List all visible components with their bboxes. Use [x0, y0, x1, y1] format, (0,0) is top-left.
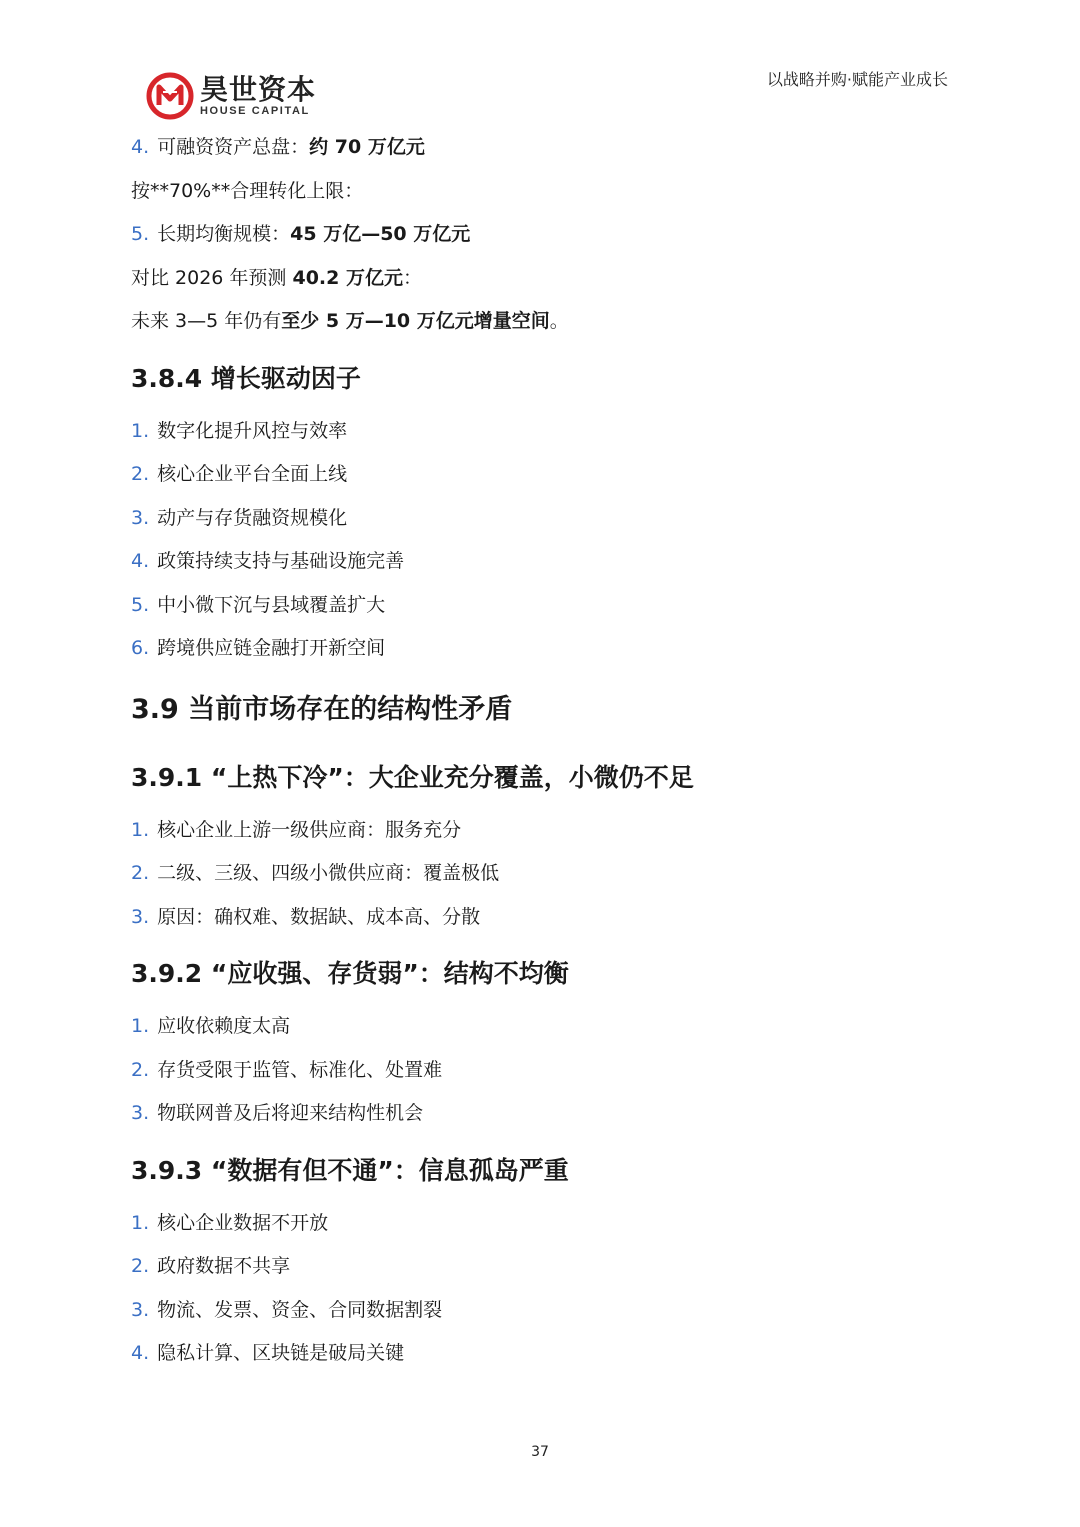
paragraph — [131, 257, 951, 301]
paragraph — [131, 300, 951, 344]
list-number: 3. — [131, 1298, 150, 1321]
paragraph-text-bold: 至少 5 万—10 万亿元增量空间 — [281, 310, 550, 333]
list-text: 存货受限于监管、标准化、处置难 — [157, 1058, 443, 1081]
list-number: 3. — [131, 1102, 150, 1125]
list-number: 4. — [131, 1342, 150, 1365]
list-text: 跨境供应链金融打开新空间 — [157, 637, 386, 660]
list-item — [131, 540, 951, 584]
paragraph-text: 按**70%**合理转化上限： — [131, 179, 364, 202]
list-text: 中小微下沉与县域覆盖扩大 — [157, 593, 386, 616]
section-heading-3-8-4: 3.8.4 增长驱动因子 — [131, 363, 361, 393]
section-heading-3-9-3: 3.9.3 “数据有但不通”：信息孤岛严重 — [131, 1155, 569, 1185]
list-text: 二级、三级、四级小微供应商：覆盖极低 — [157, 862, 500, 885]
list-number: 5. — [131, 223, 150, 246]
list-text: 数字化提升风控与效率 — [157, 419, 348, 442]
list-text: 应收依赖度太高 — [157, 1015, 291, 1038]
list-text: 长期均衡规模： — [157, 223, 291, 246]
list-text: 政策持续支持与基础设施完善 — [157, 550, 405, 573]
paragraph-text: 未来 3—5 年仍有 — [131, 310, 282, 333]
list-item — [131, 410, 951, 454]
company-logo — [146, 72, 316, 120]
list-text: 可融资资产总盘： — [157, 136, 310, 159]
header-slogan: 以战略并购·赋能产业成长 — [766, 70, 948, 89]
list-item — [131, 896, 951, 940]
list-item — [131, 852, 951, 896]
section-heading-3-9: 3.9 当前市场存在的结构性矛盾 — [131, 694, 513, 725]
list-number: 2. — [131, 862, 150, 885]
list-item — [131, 1202, 951, 1246]
paragraph-text-bold: 40.2 万亿元 — [292, 266, 403, 289]
list-number: 4. — [131, 136, 150, 159]
list-number: 5. — [131, 593, 150, 616]
list-item — [131, 1289, 951, 1333]
list-item — [131, 1005, 951, 1049]
list-number: 1. — [131, 818, 150, 841]
list-number: 6. — [131, 637, 150, 660]
list-item — [131, 809, 951, 853]
list-item — [131, 1245, 951, 1289]
list-text: 政府数据不共享 — [157, 1255, 291, 1278]
list-item — [131, 1332, 951, 1376]
list-number: 1. — [131, 419, 150, 442]
page-header — [0, 0, 1080, 130]
list-number: 2. — [131, 1255, 150, 1278]
list-item — [131, 584, 951, 628]
list-item — [131, 213, 951, 257]
section-heading-3-9-1: 3.9.1 “上热下冷”：大企业充分覆盖，小微仍不足 — [131, 762, 694, 792]
list-text: 核心企业数据不开放 — [157, 1211, 329, 1234]
list-number: 2. — [131, 463, 150, 486]
list-text: 物联网普及后将迎来结构性机会 — [157, 1102, 424, 1125]
list-text-bold: 45 万亿—50 万亿元 — [290, 223, 471, 246]
list-text: 原因：确权难、数据缺、成本高、分散 — [157, 905, 481, 928]
document-body — [131, 126, 951, 1376]
logo-english-name: HOUSE CAPITAL — [200, 104, 310, 117]
list-number: 3. — [131, 506, 150, 529]
list-item — [131, 453, 951, 497]
list-number: 3. — [131, 905, 150, 928]
list-number: 1. — [131, 1211, 150, 1234]
paragraph-text-tail: 。 — [549, 310, 569, 333]
paragraph — [131, 170, 951, 214]
list-item — [131, 1049, 951, 1093]
list-text: 核心企业上游一级供应商：服务充分 — [157, 818, 462, 841]
list-item — [131, 126, 951, 170]
section-heading-3-9-2: 3.9.2 “应收强、存货弱”：结构不均衡 — [131, 959, 569, 988]
list-text-bold: 约 70 万亿元 — [309, 136, 425, 159]
list-item — [131, 497, 951, 541]
paragraph-text: 对比 2026 年预测 — [131, 266, 293, 289]
list-number: 2. — [131, 1058, 150, 1081]
list-number: 4. — [131, 550, 150, 573]
logo-chinese-name: 昊世资本 — [200, 72, 317, 106]
list-number: 1. — [131, 1015, 150, 1038]
list-item — [131, 1092, 951, 1136]
list-text: 核心企业平台全面上线 — [157, 463, 348, 486]
list-text: 动产与存货融资规模化 — [157, 506, 348, 529]
list-text: 物流、发票、资金、合同数据割裂 — [157, 1298, 443, 1321]
house-capital-logo-icon — [146, 72, 194, 120]
list-item — [131, 627, 951, 671]
paragraph-text-tail: ： — [402, 266, 422, 289]
list-text: 隐私计算、区块链是破局关键 — [157, 1342, 405, 1365]
page-number: 37 — [531, 1444, 549, 1460]
